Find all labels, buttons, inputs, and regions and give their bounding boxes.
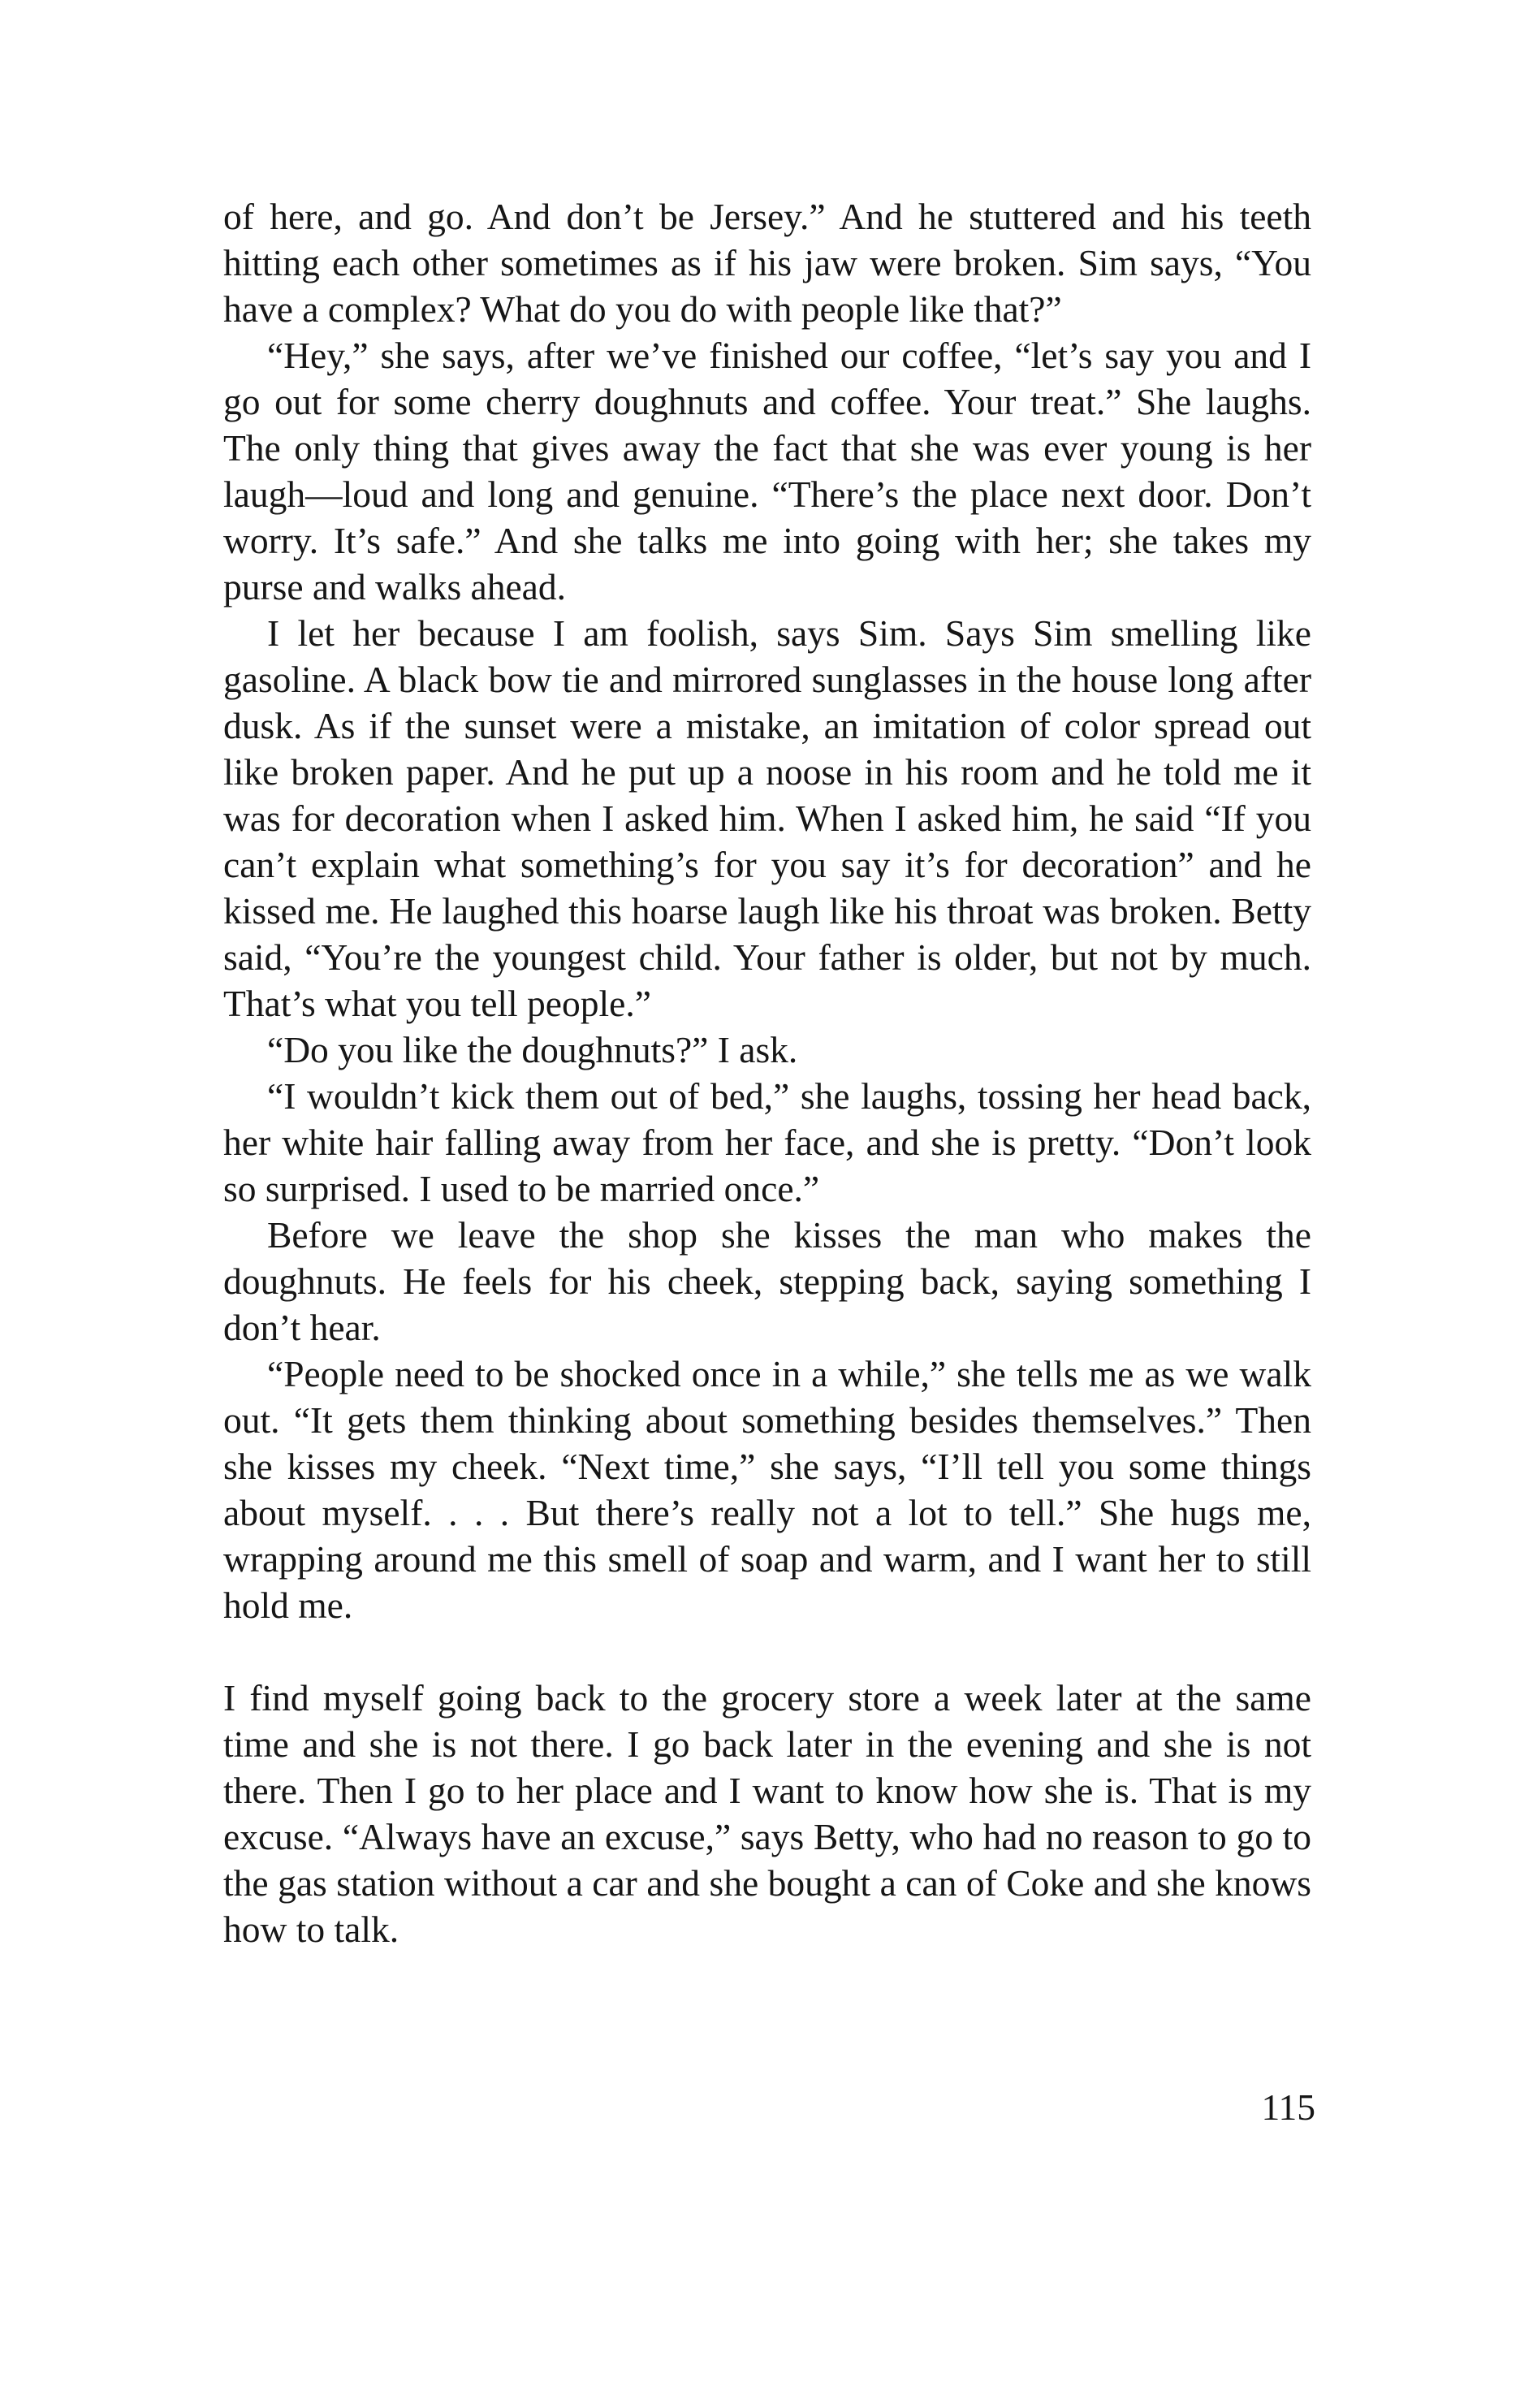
paragraph: I find myself going back to the grocery store a week later at the same time and she is not there. I go back later in the evening and she is not there. Then I go to her place and I want to know how she is. That is my excuse. “Always have an excuse,” says Betty, who had no reason to go to the gas station without a car and she bought a can of Coke and she knows how to talk. [223, 1677, 1311, 1950]
paragraph: “People need to be shocked once in a while,” she tells me as we walk out. “It gets them thinking about something besides themselves.” Then she kisses my cheek. “Next time,” she says, “I’ll tell you some things about myself. . . . But there’s really not a lot to tell.” She hugs me, wrapping around me this smell of soap and warm, and I want her to still hold me. [223, 1353, 1311, 1626]
paragraph: “Do you like the doughnuts?” I ask. [267, 1029, 798, 1070]
paragraph-continued: of here, and go. And don’t be Jersey.” And he stuttered and his teeth hitting each other sometimes as if his jaw were broken. Sim says, “You have a complex? What do you do with people like that?” [223, 196, 1311, 330]
section-break [223, 1628, 1311, 1675]
page-number: 115 [1261, 2086, 1315, 2128]
paragraph: “Hey,” she says, after we’ve finished our coffee, “let’s say you and I go out for some cherry doughnuts and coffee. Your treat.” She laughs. The only thing that gives away the fact that she was ever young is her laugh—loud and long and genuine. “There’s the place next door. Don’t worry. It’s safe.” And she talks me into going with her; she takes my purse and walks ahead. [223, 335, 1311, 607]
body-text [223, 193, 1311, 1952]
paragraph: “I wouldn’t kick them out of bed,” she laughs, tossing her head back, her white hair falling away from her face, and she is pretty. “Don’t look so surprised. I used to be married once.” [223, 1075, 1311, 1209]
paragraph: Before we leave the shop she kisses the man who makes the doughnuts. He feels for his cheek, stepping back, saying something I don’t hear. [223, 1214, 1311, 1348]
paragraph: I let her because I am foolish, says Sim. Says Sim smelling like gasoline. A black bow tie and mirrored sunglasses in the house long after dusk. As if the sunset were a mistake, an imitation of color spread out like broken paper. And he put up a noose in his room and he told me it was for decoration when I asked him. When I asked him, he said “If you can’t explain what something’s for you say it’s for decoration” and he kissed me. He laughed this hoarse laugh like his throat was broken. Betty said, “You’re the youngest child. Your father is older, but not by much. That’s what you tell people.” [223, 612, 1311, 1024]
